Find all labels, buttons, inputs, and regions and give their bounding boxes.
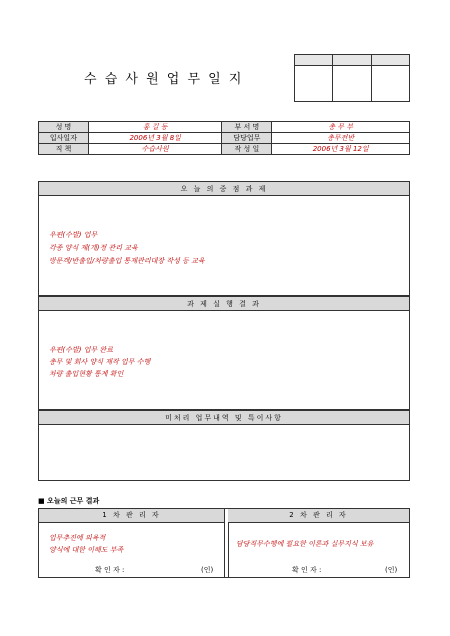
join-date-label: 입사일자: [39, 133, 89, 144]
task-result-line: 총무 및 회사 양식 제작 업무 수행: [49, 358, 151, 366]
approval-sign-cell: [333, 66, 371, 102]
key-tasks-header: 오 늘 의 중 점 과 제: [38, 181, 410, 196]
join-date-value: 2006년 3월 8일: [88, 133, 222, 144]
approval-sign-cell: [295, 66, 333, 102]
employee-info-table: [38, 121, 410, 155]
task-result-line: 우편(수발) 업무 완료: [49, 346, 114, 354]
work-result-title: ■ 오늘의 근무 결과: [38, 497, 100, 505]
approval-cell: [295, 55, 333, 66]
manager2-comment: 담당직무수행에 필요한 이론과 실무지식 보유: [236, 540, 374, 548]
approval-sign-cell: [371, 66, 409, 102]
approval-cell: [371, 55, 409, 66]
manager2-panel: [228, 509, 409, 577]
task-result-header: 과 제 실 행 결 과: [38, 296, 410, 311]
pending-items-header: 미처리 업무내역 및 특이사항: [38, 410, 410, 425]
duty-label: 담당업무: [222, 133, 272, 144]
manager2-header: 2 차 관 리 자: [228, 509, 409, 523]
position-value: 수습사원: [88, 144, 222, 155]
dept-value: 총 무 부: [272, 122, 410, 133]
key-task-line: 방문객/반출입/차량출입 통제관리대장 작성 등 교육: [49, 257, 205, 265]
manager1-seal: (인): [201, 566, 214, 574]
pending-items-box: [38, 425, 410, 481]
name-value: 홍 길 동: [88, 122, 222, 133]
duty-value: 총무전반: [272, 133, 410, 144]
name-label: 성 명: [39, 122, 89, 133]
manager2-seal: (인): [385, 566, 398, 574]
approval-box: [294, 54, 410, 102]
manager1-comment: 업무추진에 의욕적: [49, 534, 106, 542]
manager1-header: 1 차 관 리 자: [39, 509, 224, 523]
written-date-value: 2006년 3월 12일: [272, 144, 410, 155]
manager2-confirm-label: 확 인 자 :: [292, 566, 322, 574]
key-tasks-box: [38, 196, 410, 296]
manager-review-box: [38, 508, 410, 578]
manager1-confirm-label: 확 인 자 :: [95, 566, 125, 574]
manager1-panel: [39, 509, 224, 577]
approval-cell: [333, 55, 371, 66]
task-result-box: [38, 311, 410, 410]
position-label: 직 책: [39, 144, 89, 155]
dept-label: 부 서 명: [222, 122, 272, 133]
key-task-line: 각종 양식 제(개)정 관리 교육: [49, 244, 138, 252]
document-title: 수 습 사 원 업 무 일 지: [84, 72, 244, 87]
key-task-line: 우편(수발) 업무: [49, 231, 98, 239]
manager1-comment: 양식에 대한 이해도 부족: [49, 546, 124, 554]
written-date-label: 작 성 일: [222, 144, 272, 155]
task-result-line: 차량 출입현황 통계 확인: [49, 370, 124, 378]
